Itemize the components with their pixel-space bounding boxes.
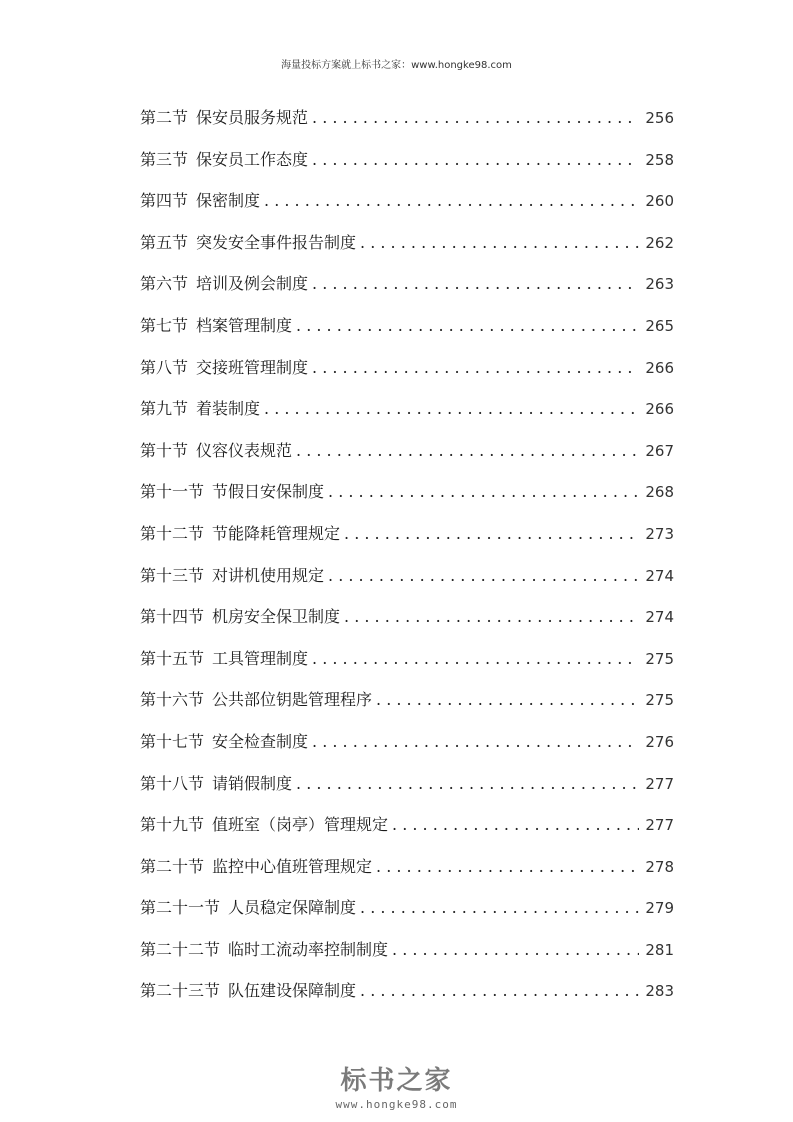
- toc-entry[interactable]: [140, 347, 674, 389]
- toc-dot-leader: [328, 471, 639, 513]
- toc-section-number: 第十六节: [140, 690, 205, 710]
- toc-page-number: 268: [645, 483, 674, 502]
- toc-page-number: 266: [645, 358, 674, 377]
- toc-section-number: 第三节: [140, 149, 189, 169]
- toc-page-number: 277: [645, 774, 674, 793]
- toc-dot-leader: [376, 846, 639, 888]
- page-header: 海量投标方案就上标书之家：www.hongke98.com: [281, 60, 512, 71]
- toc-entry[interactable]: [140, 887, 674, 929]
- toc-section-number: 第二十二节: [140, 939, 221, 959]
- toc-section-title: 公共部位钥匙管理程序: [212, 690, 373, 710]
- toc-section-title: 培训及例会制度: [196, 274, 309, 294]
- toc-page-number: 275: [645, 691, 674, 710]
- toc-entry[interactable]: [140, 222, 674, 264]
- toc-dot-leader: [312, 638, 639, 680]
- toc-dot-leader: [312, 139, 639, 181]
- toc-section-number: 第十二节: [140, 523, 205, 543]
- toc-entry[interactable]: [140, 97, 674, 139]
- toc-entry[interactable]: [140, 638, 674, 680]
- toc-section-number: 第十八节: [140, 773, 205, 793]
- toc-entry[interactable]: [140, 388, 674, 430]
- toc-page-number: 262: [645, 233, 674, 252]
- toc-section-number: 第六节: [140, 274, 189, 294]
- toc-section-number: 第十节: [140, 440, 189, 460]
- toc-page-number: 277: [645, 816, 674, 835]
- toc-page-number: 278: [645, 857, 674, 876]
- toc-page-number: 275: [645, 649, 674, 668]
- toc-section-title: 安全检查制度: [212, 731, 309, 751]
- toc-entry[interactable]: [140, 763, 674, 805]
- toc-section-number: 第七节: [140, 315, 189, 335]
- toc-dot-leader: [328, 555, 639, 597]
- toc-section-number: 第八节: [140, 357, 189, 377]
- toc-dot-leader: [344, 596, 639, 638]
- toc-dot-leader: [392, 929, 639, 971]
- toc-dot-leader: [312, 97, 639, 139]
- toc-section-title: 仪容仪表规范: [196, 440, 293, 460]
- toc-dot-leader: [264, 388, 639, 430]
- toc-dot-leader: [360, 887, 639, 929]
- toc-section-number: 第九节: [140, 399, 189, 419]
- toc-entry[interactable]: [140, 804, 674, 846]
- toc-page-number: 266: [645, 400, 674, 419]
- toc-entry[interactable]: [140, 929, 674, 971]
- toc-page-number: 260: [645, 192, 674, 211]
- toc-page-number: 263: [645, 275, 674, 294]
- toc-section-title: 值班室（岗亭）管理规定: [212, 815, 389, 835]
- toc-section-number: 第二十节: [140, 856, 205, 876]
- table-of-contents: [140, 97, 674, 1012]
- toc-section-number: 第十一节: [140, 482, 205, 502]
- toc-section-title: 请销假制度: [212, 773, 293, 793]
- toc-entry[interactable]: [140, 513, 674, 555]
- toc-entry[interactable]: [140, 471, 674, 513]
- toc-dot-leader: [296, 430, 639, 472]
- toc-page-number: 281: [645, 940, 674, 959]
- toc-entry[interactable]: [140, 263, 674, 305]
- toc-section-title: 保密制度: [196, 191, 261, 211]
- toc-section-title: 队伍建设保障制度: [228, 981, 357, 1001]
- toc-section-title: 临时工流动率控制制度: [228, 939, 389, 959]
- toc-dot-leader: [344, 513, 639, 555]
- toc-entry[interactable]: [140, 721, 674, 763]
- toc-section-title: 监控中心值班管理规定: [212, 856, 373, 876]
- toc-entry[interactable]: [140, 970, 674, 1012]
- toc-dot-leader: [312, 721, 639, 763]
- toc-section-title: 节能降耗管理规定: [212, 523, 341, 543]
- toc-page-number: 256: [645, 109, 674, 127]
- toc-page-number: 274: [645, 608, 674, 627]
- footer-url: www.hongke98.com: [335, 1098, 458, 1111]
- toc-page-number: 265: [645, 316, 674, 335]
- toc-dot-leader: [392, 804, 639, 846]
- toc-section-number: 第五节: [140, 232, 189, 252]
- toc-dot-leader: [264, 180, 639, 222]
- toc-section-title: 人员稳定保障制度: [228, 898, 357, 918]
- toc-page-number: 279: [645, 899, 674, 918]
- toc-entry[interactable]: [140, 180, 674, 222]
- toc-dot-leader: [296, 305, 639, 347]
- toc-section-title: 节假日安保制度: [212, 482, 325, 502]
- toc-section-title: 保安员工作态度: [196, 149, 309, 169]
- toc-dot-leader: [360, 222, 639, 264]
- footer-logo: 标书之家: [340, 1066, 453, 1096]
- toc-section-number: 第二十一节: [140, 898, 221, 918]
- toc-section-title: 档案管理制度: [196, 315, 293, 335]
- toc-page-number: 283: [645, 982, 674, 1001]
- toc-dot-leader: [360, 970, 639, 1012]
- toc-section-title: 机房安全保卫制度: [212, 607, 341, 627]
- toc-section-title: 着装制度: [196, 399, 261, 419]
- toc-section-number: 第十三节: [140, 565, 205, 585]
- toc-entry[interactable]: [140, 679, 674, 721]
- toc-section-number: 第二十三节: [140, 981, 221, 1001]
- toc-entry[interactable]: [140, 555, 674, 597]
- page-footer: [0, 1066, 793, 1111]
- toc-dot-leader: [312, 263, 639, 305]
- toc-dot-leader: [296, 763, 639, 805]
- toc-section-number: 第四节: [140, 191, 189, 211]
- toc-page-number: 274: [645, 566, 674, 585]
- toc-section-number: 第十四节: [140, 607, 205, 627]
- toc-dot-leader: [312, 347, 639, 389]
- toc-entry[interactable]: [140, 846, 674, 888]
- toc-section-title: 工具管理制度: [212, 648, 309, 668]
- toc-entry[interactable]: [140, 139, 674, 181]
- toc-page-number: 258: [645, 150, 674, 169]
- toc-entry[interactable]: [140, 305, 674, 347]
- toc-section-title: 对讲机使用规定: [212, 565, 325, 585]
- toc-dot-leader: [376, 679, 639, 721]
- toc-section-title: 保安员服务规范: [196, 108, 309, 127]
- toc-page-number: 267: [645, 441, 674, 460]
- toc-section-number: 第十七节: [140, 731, 205, 751]
- toc-section-number: 第十九节: [140, 815, 205, 835]
- toc-section-title: 突发安全事件报告制度: [196, 232, 357, 252]
- toc-page-number: 273: [645, 524, 674, 543]
- toc-entry[interactable]: [140, 430, 674, 472]
- toc-page-number: 276: [645, 732, 674, 751]
- toc-section-number: 第十五节: [140, 648, 205, 668]
- toc-entry[interactable]: [140, 596, 674, 638]
- toc-section-number: 第二节: [140, 108, 189, 127]
- toc-section-title: 交接班管理制度: [196, 357, 309, 377]
